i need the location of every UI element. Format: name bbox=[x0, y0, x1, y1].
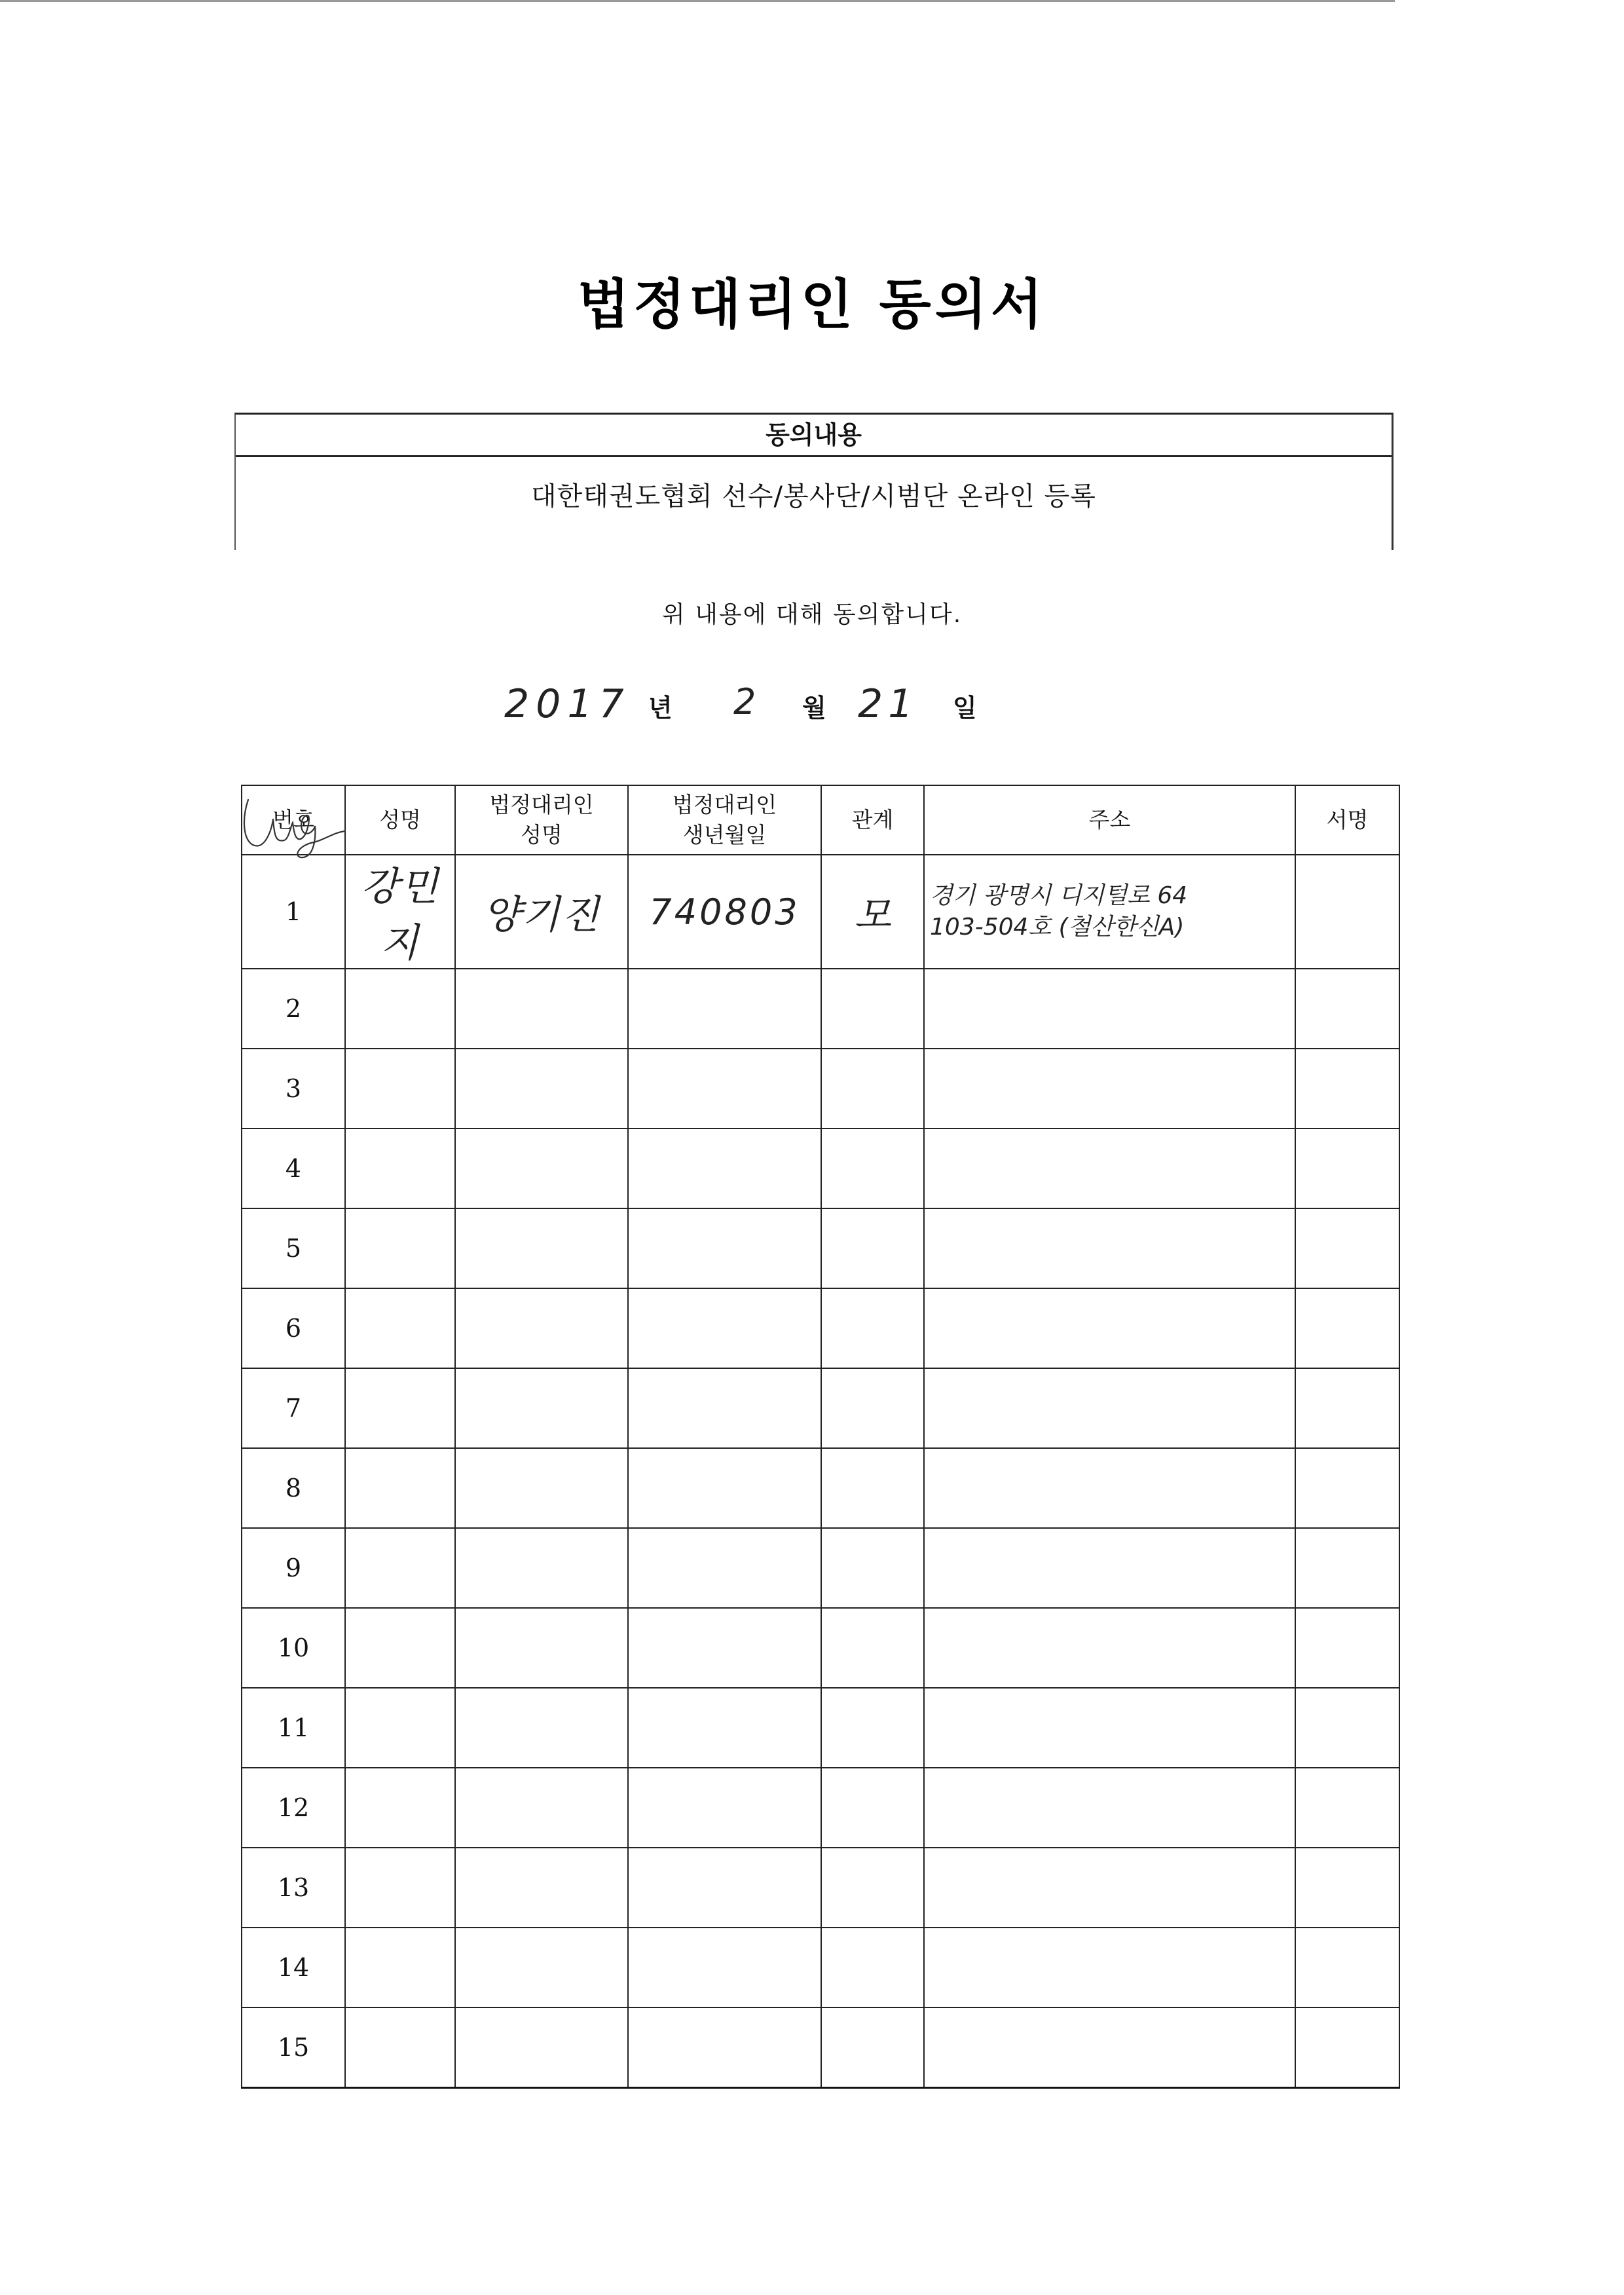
row-relation bbox=[821, 2007, 924, 2088]
row-address bbox=[924, 1208, 1295, 1288]
row-relation bbox=[821, 1129, 924, 1208]
date-day: 21 bbox=[858, 681, 919, 727]
table-row bbox=[242, 969, 1399, 1049]
row-signature bbox=[1295, 1528, 1399, 1608]
row-no: 3 bbox=[242, 1049, 345, 1129]
row-guardian-birth-value: 740803 bbox=[649, 891, 800, 933]
row-guardian-name bbox=[455, 1768, 628, 1848]
date-day-unit: 일 bbox=[953, 693, 977, 722]
row-relation bbox=[821, 1528, 924, 1608]
row-signature bbox=[1295, 1208, 1399, 1288]
header-relation: 관계 bbox=[821, 785, 924, 855]
row-signature bbox=[1295, 1688, 1399, 1768]
table-row bbox=[242, 855, 1399, 969]
row-name bbox=[345, 1368, 455, 1448]
row-address bbox=[924, 1368, 1295, 1448]
row-address bbox=[924, 969, 1295, 1049]
row-no: 5 bbox=[242, 1208, 345, 1288]
row-guardian-birth bbox=[628, 1528, 821, 1608]
row-address bbox=[924, 1049, 1295, 1129]
row-relation bbox=[821, 1448, 924, 1528]
row-relation bbox=[821, 1768, 924, 1848]
table-row bbox=[242, 1848, 1399, 1928]
row-address-line2: 103-504호 (철산한신A) bbox=[930, 914, 1185, 941]
row-signature bbox=[1295, 1848, 1399, 1928]
table-row bbox=[242, 1368, 1399, 1448]
row-guardian-birth bbox=[628, 2007, 821, 2088]
row-guardian-name bbox=[455, 1208, 628, 1288]
date-month: 2 bbox=[733, 681, 756, 722]
row-relation bbox=[821, 1049, 924, 1129]
table-row bbox=[242, 1208, 1399, 1288]
row-address bbox=[924, 1768, 1295, 1848]
row-guardian-name bbox=[455, 1688, 628, 1768]
header-signature: 서명 bbox=[1295, 785, 1399, 855]
table-header-row bbox=[242, 785, 1399, 855]
consent-box bbox=[234, 413, 1393, 550]
row-relation bbox=[821, 1928, 924, 2007]
row-guardian-name bbox=[455, 1368, 628, 1448]
row-name bbox=[345, 969, 455, 1049]
date-year: 2017 bbox=[504, 681, 631, 727]
table-row bbox=[242, 1049, 1399, 1129]
row-name bbox=[345, 1208, 455, 1288]
row-name bbox=[345, 1768, 455, 1848]
row-relation bbox=[821, 1688, 924, 1768]
row-guardian-name bbox=[455, 1288, 628, 1368]
date-month-unit: 월 bbox=[802, 693, 826, 722]
row-signature bbox=[1295, 1448, 1399, 1528]
row-no: 10 bbox=[242, 1608, 345, 1688]
row-guardian-name bbox=[455, 855, 628, 969]
row-guardian-birth bbox=[628, 1129, 821, 1208]
row-signature bbox=[1295, 1928, 1399, 2007]
header-guardian-name-line2: 성명 bbox=[521, 822, 563, 848]
row-address bbox=[924, 1448, 1295, 1528]
row-address bbox=[924, 1848, 1295, 1928]
row-no: 14 bbox=[242, 1928, 345, 2007]
row-no: 9 bbox=[242, 1528, 345, 1608]
row-guardian-name bbox=[455, 1448, 628, 1528]
row-name bbox=[345, 2007, 455, 2088]
row-address-line1: 경기 광명시 디지털로 64 bbox=[930, 882, 1188, 909]
table-row bbox=[242, 1608, 1399, 1688]
row-guardian-name-value: 양기진 bbox=[483, 892, 600, 938]
table-row bbox=[242, 1688, 1399, 1768]
row-guardian-birth bbox=[628, 1928, 821, 2007]
row-guardian-name bbox=[455, 1049, 628, 1129]
row-guardian-name bbox=[455, 2007, 628, 2088]
row-address bbox=[924, 2007, 1295, 2088]
row-guardian-birth bbox=[628, 1368, 821, 1448]
table-row bbox=[242, 1928, 1399, 2007]
row-no: 7 bbox=[242, 1368, 345, 1448]
row-guardian-birth bbox=[628, 969, 821, 1049]
header-address: 주소 bbox=[924, 785, 1295, 855]
row-no: 1 bbox=[242, 855, 345, 969]
row-no: 11 bbox=[242, 1688, 345, 1768]
row-guardian-birth bbox=[628, 1608, 821, 1688]
row-relation bbox=[821, 1608, 924, 1688]
row-guardian-birth bbox=[628, 1768, 821, 1848]
table-row bbox=[242, 1448, 1399, 1528]
guardian-registration-table bbox=[241, 785, 1400, 2089]
row-guardian-name bbox=[455, 969, 628, 1049]
header-guardian-name-line1: 법정대리인 bbox=[489, 792, 594, 817]
row-signature bbox=[1295, 969, 1399, 1049]
row-guardian-birth bbox=[628, 1848, 821, 1928]
row-signature bbox=[1295, 2007, 1399, 2088]
row-guardian-birth bbox=[628, 1208, 821, 1288]
table-row bbox=[242, 1768, 1399, 1848]
row-no: 4 bbox=[242, 1129, 345, 1208]
row-no: 15 bbox=[242, 2007, 345, 2088]
row-guardian-birth bbox=[628, 1448, 821, 1528]
header-name: 성명 bbox=[345, 785, 455, 855]
row-name bbox=[345, 1448, 455, 1528]
scan-top-edge bbox=[0, 0, 1395, 2]
row-guardian-birth bbox=[628, 1049, 821, 1129]
row-signature bbox=[1295, 855, 1399, 969]
row-relation bbox=[821, 1848, 924, 1928]
row-guardian-name bbox=[455, 1928, 628, 2007]
row-signature bbox=[1295, 1049, 1399, 1129]
date-year-unit: 년 bbox=[648, 693, 673, 722]
handwritten-signature bbox=[235, 780, 346, 865]
row-relation-value: 모 bbox=[854, 893, 891, 937]
row-no: 6 bbox=[242, 1288, 345, 1368]
row-name bbox=[345, 855, 455, 969]
row-relation bbox=[821, 1208, 924, 1288]
row-address bbox=[924, 1608, 1295, 1688]
row-address bbox=[924, 1688, 1295, 1768]
row-guardian-birth bbox=[628, 1688, 821, 1768]
header-guardian-birth bbox=[628, 785, 821, 855]
row-address bbox=[924, 1928, 1295, 2007]
row-relation bbox=[821, 969, 924, 1049]
row-name bbox=[345, 1129, 455, 1208]
row-signature bbox=[1295, 1368, 1399, 1448]
row-no: 13 bbox=[242, 1848, 345, 1928]
header-guardian-name bbox=[455, 785, 628, 855]
row-guardian-name bbox=[455, 1528, 628, 1608]
row-signature bbox=[1295, 1129, 1399, 1208]
table-row bbox=[242, 2007, 1399, 2088]
row-relation bbox=[821, 855, 924, 969]
table-row bbox=[242, 1528, 1399, 1608]
row-name bbox=[345, 1288, 455, 1368]
agreement-statement: 위 내용에 대해 동의합니다. bbox=[661, 601, 963, 628]
row-no: 12 bbox=[242, 1768, 345, 1848]
row-no: 2 bbox=[242, 969, 345, 1049]
row-relation bbox=[821, 1368, 924, 1448]
consent-body: 대한태권도협회 선수/봉사단/시범단 온라인 등록 bbox=[531, 481, 1096, 512]
table-row bbox=[242, 1129, 1399, 1208]
row-signature bbox=[1295, 1768, 1399, 1848]
row-guardian-birth bbox=[628, 855, 821, 969]
row-address bbox=[924, 1288, 1295, 1368]
row-guardian-name bbox=[455, 1129, 628, 1208]
row-name bbox=[345, 1528, 455, 1608]
row-signature bbox=[1295, 1608, 1399, 1688]
row-name bbox=[345, 1049, 455, 1129]
row-signature bbox=[1295, 1288, 1399, 1368]
document-title: 법정대리인 동의서 bbox=[577, 274, 1047, 336]
header-no: 번호 bbox=[242, 785, 345, 855]
row-address bbox=[924, 1129, 1295, 1208]
row-guardian-birth bbox=[628, 1288, 821, 1368]
row-name bbox=[345, 1688, 455, 1768]
header-guardian-birth-line2: 생년월일 bbox=[682, 822, 767, 848]
row-relation bbox=[821, 1288, 924, 1368]
row-name bbox=[345, 1848, 455, 1928]
row-name bbox=[345, 1928, 455, 2007]
row-address bbox=[924, 1528, 1295, 1608]
consent-header: 동의내용 bbox=[236, 415, 1392, 457]
table-row bbox=[242, 1288, 1399, 1368]
row-guardian-name bbox=[455, 1848, 628, 1928]
row-name bbox=[345, 1608, 455, 1688]
row-address bbox=[924, 855, 1295, 969]
row-no: 8 bbox=[242, 1448, 345, 1528]
header-guardian-birth-line1: 법정대리인 bbox=[672, 792, 777, 817]
row-guardian-name bbox=[455, 1608, 628, 1688]
row-name-value: 강민지 bbox=[361, 864, 439, 966]
